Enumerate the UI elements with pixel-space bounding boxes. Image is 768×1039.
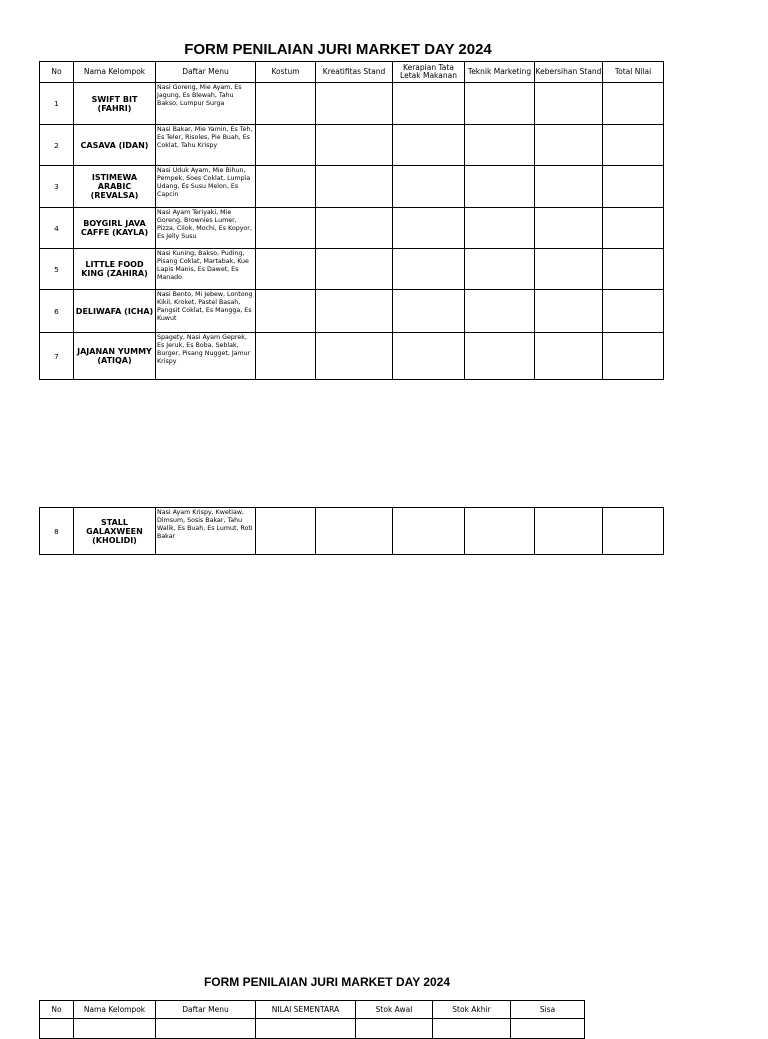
header-food-layout: Kerapian Tata Letak Makanan <box>393 62 465 83</box>
table-header-row <box>40 62 664 83</box>
score-marketing[interactable] <box>465 208 535 249</box>
score-creativity[interactable] <box>316 208 393 249</box>
cell <box>156 1019 256 1039</box>
table-row <box>40 249 664 290</box>
cell[interactable] <box>511 1019 585 1039</box>
cell[interactable] <box>433 1019 511 1039</box>
score-costume[interactable] <box>256 208 316 249</box>
score-costume[interactable] <box>256 333 316 380</box>
cell <box>40 1019 74 1039</box>
score-marketing[interactable] <box>465 83 535 125</box>
header-remaining: Sisa <box>511 1001 585 1019</box>
group-name: CASAVA (IDAN) <box>74 125 156 166</box>
score-costume[interactable] <box>256 166 316 208</box>
header-final-stock: Stok Akhir <box>433 1001 511 1019</box>
table-row <box>40 125 664 166</box>
row-number: 2 <box>40 125 74 166</box>
stock-table <box>39 1000 585 1039</box>
score-layout[interactable] <box>393 208 465 249</box>
menu-list: Nasi Uduk Ayam, Mie Bihun, Pempek, Soes Coklat, Lumpia Udang, Es Susu Melon, Es Capcin <box>156 166 256 208</box>
header-initial-stock: Stok Awal <box>356 1001 433 1019</box>
header-stand-cleanliness: Kebersihan Stand <box>535 62 603 83</box>
score-creativity[interactable] <box>316 290 393 333</box>
score-layout[interactable] <box>393 290 465 333</box>
header-menu: Daftar Menu <box>156 62 256 83</box>
score-total[interactable] <box>603 125 664 166</box>
header-costume: Kostum <box>256 62 316 83</box>
menu-list: Nasi Ayam Teriyaki, Mie Goreng, Brownies Lumer, Pizza, Cilok, Mochi, Es Kopyor, Es Jelly Susu <box>156 208 256 249</box>
score-cleanliness[interactable] <box>535 166 603 208</box>
score-cleanliness[interactable] <box>535 249 603 290</box>
header-group-name: Nama Kelompok <box>74 1001 156 1019</box>
score-marketing[interactable] <box>465 166 535 208</box>
header-group-name: Nama Kelompok <box>74 62 156 83</box>
score-total[interactable] <box>603 333 664 380</box>
cell[interactable] <box>356 1019 433 1039</box>
score-total[interactable] <box>603 249 664 290</box>
score-total[interactable] <box>603 290 664 333</box>
scoring-table <box>39 61 664 380</box>
table-row <box>40 290 664 333</box>
score-marketing[interactable] <box>465 290 535 333</box>
header-no: No <box>40 62 74 83</box>
table-row <box>40 208 664 249</box>
score-costume[interactable] <box>256 83 316 125</box>
row-number: 3 <box>40 166 74 208</box>
score-cleanliness[interactable] <box>535 333 603 380</box>
score-layout[interactable] <box>393 249 465 290</box>
row-number: 4 <box>40 208 74 249</box>
group-name: LITTLE FOOD KING (ZAHIRA) <box>74 249 156 290</box>
score-costume[interactable] <box>256 125 316 166</box>
group-name: JAJANAN YUMMY (ATIQA) <box>74 333 156 380</box>
score-creativity[interactable] <box>316 83 393 125</box>
table-row <box>40 166 664 208</box>
scoring-table-continued <box>39 507 664 555</box>
score-cleanliness[interactable] <box>535 125 603 166</box>
form-title-2: FORM PENILAIAN JURI MARKET DAY 2024 <box>203 975 451 989</box>
group-name: SWIFT BIT (FAHRI) <box>74 83 156 125</box>
row-number: 8 <box>40 508 74 555</box>
score-total[interactable] <box>603 166 664 208</box>
score-marketing[interactable] <box>465 333 535 380</box>
group-name: STALL GALAXWEEN (KHOLIDI) <box>74 508 156 555</box>
score-creativity[interactable] <box>316 125 393 166</box>
score-marketing[interactable] <box>465 125 535 166</box>
table-header-row <box>40 1001 585 1019</box>
row-number: 7 <box>40 333 74 380</box>
score-layout[interactable] <box>393 508 465 555</box>
table-row <box>40 83 664 125</box>
score-total[interactable] <box>603 208 664 249</box>
menu-list: Nasi Bakar, Mie Yamin, Es Teh, Es Teler, Risoles, Pie Buah, Es Coklat, Tahu Krispy <box>156 125 256 166</box>
score-costume[interactable] <box>256 249 316 290</box>
header-stand-creativity: Kreatifitas Stand <box>316 62 393 83</box>
score-layout[interactable] <box>393 166 465 208</box>
header-interim-score: NILAI SEMENTARA <box>256 1001 356 1019</box>
score-cleanliness[interactable] <box>535 83 603 125</box>
header-no: No <box>40 1001 74 1019</box>
header-total-score: Total Nilai <box>603 62 664 83</box>
group-name: DELIWAFA (ICHA) <box>74 290 156 333</box>
menu-list: Nasi Ayam Krispy, Kwetiaw, Dimsum, Sosis Bakar, Tahu Walik, Es Buah, Es Lumut, Roti Bakar <box>156 508 256 555</box>
score-cleanliness[interactable] <box>535 508 603 555</box>
score-cleanliness[interactable] <box>535 290 603 333</box>
score-creativity[interactable] <box>316 166 393 208</box>
score-marketing[interactable] <box>465 249 535 290</box>
group-name: ISTIMEWA ARABIC (REVALSA) <box>74 166 156 208</box>
table-row <box>40 1019 585 1039</box>
score-cleanliness[interactable] <box>535 208 603 249</box>
score-creativity[interactable] <box>316 508 393 555</box>
header-marketing: Teknik Marketing <box>465 62 535 83</box>
group-name: BOYGIRL JAVA CAFFE (KAYLA) <box>74 208 156 249</box>
menu-list: Spagety, Nasi Ayam Geprek, Es Jeruk, Es Boba, Seblak, Burger, Pisang Nugget, Jamur Krispy <box>156 333 256 380</box>
score-total[interactable] <box>603 508 664 555</box>
form-title: FORM PENILAIAN JURI MARKET DAY 2024 <box>184 41 492 58</box>
score-costume[interactable] <box>256 290 316 333</box>
cell[interactable] <box>256 1019 356 1039</box>
score-total[interactable] <box>603 83 664 125</box>
row-number: 6 <box>40 290 74 333</box>
row-number: 5 <box>40 249 74 290</box>
score-layout[interactable] <box>393 83 465 125</box>
table-row <box>40 508 664 555</box>
cell <box>74 1019 156 1039</box>
header-menu: Daftar Menu <box>156 1001 256 1019</box>
menu-list: Nasi Kuning, Bakso, Puding, Pisang Coklat, Martabak, Kue Lapis Manis, Es Dawet, Es Manado <box>156 249 256 290</box>
score-creativity[interactable] <box>316 333 393 380</box>
score-costume[interactable] <box>256 508 316 555</box>
menu-list: Nasi Bento, Mi Jebew, Lontong Kikil, Kroket, Pastel Basah, Pangsit Coklat, Es Mangga, Es Kuwut <box>156 290 256 333</box>
menu-list: Nasi Goreng, Mie Ayam, Es Jagung, Es Blewah, Tahu Bakso, Lumpur Surga <box>156 83 256 125</box>
score-layout[interactable] <box>393 125 465 166</box>
table-row <box>40 333 664 380</box>
score-marketing[interactable] <box>465 508 535 555</box>
row-number: 1 <box>40 83 74 125</box>
score-creativity[interactable] <box>316 249 393 290</box>
score-layout[interactable] <box>393 333 465 380</box>
